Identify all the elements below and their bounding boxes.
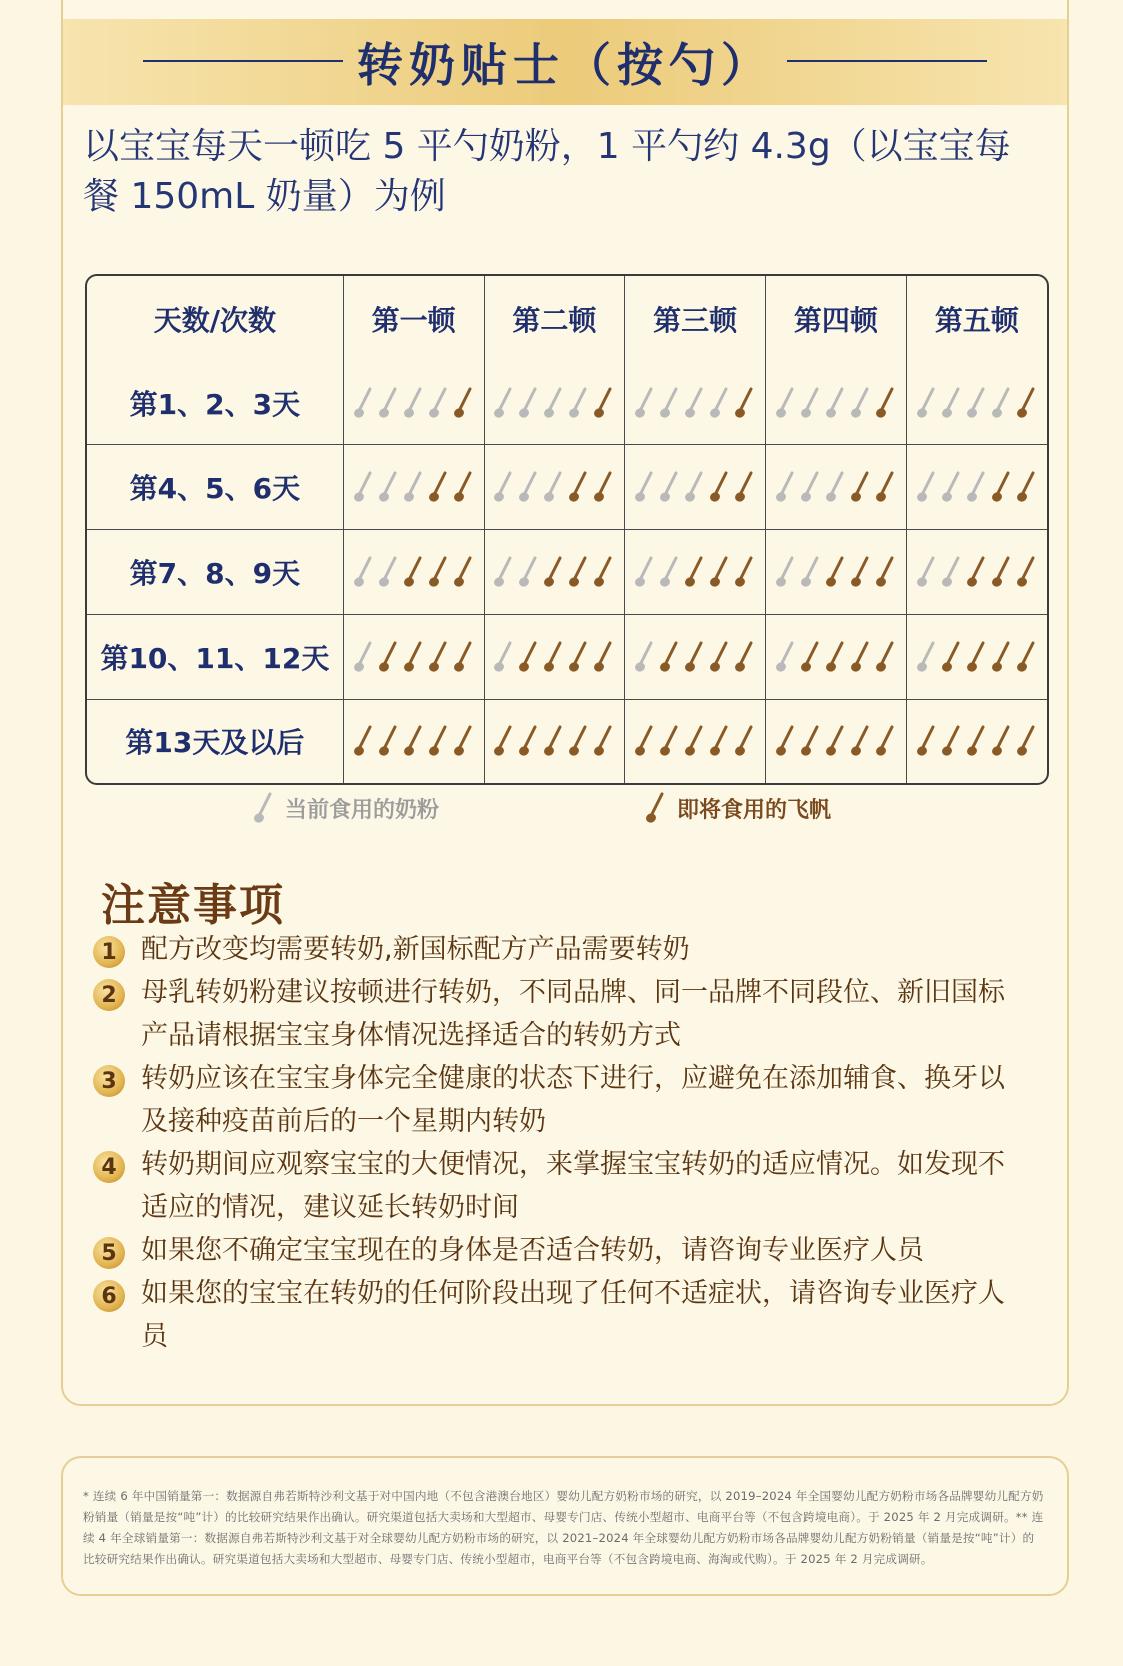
scoop-row xyxy=(344,641,484,673)
scoop-row xyxy=(344,471,484,503)
scoop-icon-current xyxy=(775,641,797,673)
scoop-icon-future xyxy=(875,471,897,503)
scoop-row xyxy=(625,641,765,673)
scoop-icon-current xyxy=(634,471,656,503)
note-number-badge: 4 xyxy=(93,1151,125,1183)
scoop-icon-current xyxy=(825,471,847,503)
scoop-icon-future xyxy=(1016,387,1038,419)
meal-cell xyxy=(484,361,625,445)
scoop-icon-future xyxy=(850,641,872,673)
scoop-icon-future xyxy=(659,725,681,757)
scoop-icon-future xyxy=(709,725,731,757)
scoop-icon-future xyxy=(378,725,400,757)
scoop-icon-future xyxy=(850,725,872,757)
scoop-icon-future xyxy=(543,725,565,757)
scoop-icon-future xyxy=(659,641,681,673)
scoop-icon-future xyxy=(518,725,540,757)
note-text: 配方改变均需要转奶,新国标配方产品需要转奶 xyxy=(141,934,690,965)
note-text: 母乳转奶粉建议按顿进行转奶，不同品牌、同一品牌不同段位、新旧国标产品请根据宝宝身体情况选择适合的转奶方式 xyxy=(141,977,1005,1051)
scoop-icon-current xyxy=(991,387,1013,419)
notes-list xyxy=(93,928,1053,1358)
scoop-icon-current xyxy=(493,471,515,503)
scoop-icon-future xyxy=(1016,641,1038,673)
table-row xyxy=(87,361,1047,445)
banner-right-rule xyxy=(787,60,987,62)
day-label: 第4、5、6天 xyxy=(87,445,343,530)
meal-cell xyxy=(906,614,1047,699)
scoop-icon-current xyxy=(941,471,963,503)
header-meal-1: 第一顿 xyxy=(343,276,484,361)
scoop-icon-future xyxy=(684,556,706,588)
scoop-icon-current xyxy=(800,556,822,588)
scoop-row xyxy=(766,471,906,503)
scoop-icon-current xyxy=(916,641,938,673)
header-days: 天数/次数 xyxy=(87,276,343,361)
scoop-icon-future xyxy=(734,387,756,419)
scoop-icon-current xyxy=(518,387,540,419)
header-meal-5: 第五顿 xyxy=(934,303,1019,337)
table-row xyxy=(87,530,1047,615)
scoop-row xyxy=(625,471,765,503)
meal-cell xyxy=(766,445,907,530)
scoop-icon-future xyxy=(645,792,667,824)
header-meal-3: 第三顿 xyxy=(625,276,766,361)
meal-cell xyxy=(484,445,625,530)
scoop-icon-current xyxy=(659,556,681,588)
header-meal-4: 第四顿 xyxy=(766,276,907,361)
scoop-icon-future xyxy=(428,556,450,588)
scoop-icon-current xyxy=(916,471,938,503)
scoop-icon-current xyxy=(916,556,938,588)
scoop-icon-future xyxy=(543,641,565,673)
notes-title: 注意事项 xyxy=(101,880,285,931)
scoop-row xyxy=(625,387,765,419)
scoop-icon-future xyxy=(403,725,425,757)
scoop-icon-future xyxy=(493,725,515,757)
footnote-text: * 连续 6 年中国销量第一：数据源自弗若斯特沙利文基于对中国内地（不包含港澳台地区）婴幼儿配方奶粉市场的研究，以 2019–2024 年全国婴幼儿配方奶粉市场各品牌婴幼儿配方奶粉销量（销量是按“吨”计）的比较研究结果作出确认。研究渠道包括大卖场和大型超市、母婴专门店、传统小型超市、电商平台等（不包含跨境电商）。于 2025 年 2 月完成调研。** 连续 4 年全球销量第一：数据源自弗若斯特沙利文基于对全球婴幼儿配方奶粉市场的研究，以 2021–2024 年全球婴幼儿配方奶粉市场各品牌婴幼儿配方奶粉销量（销量是按“吨”计）的比较研究结果作出确认。研究渠道包括大卖场和大型超市、母婴专门店、传统小型超市，电商平台等（不包含跨境电商、海淘或代购）。于 2025 年 2 月完成调研。 xyxy=(83,1489,1044,1566)
scoop-row xyxy=(485,725,625,757)
note-number-badge: 2 xyxy=(93,979,125,1011)
meal-cell xyxy=(625,530,766,615)
scoop-icon-current xyxy=(403,387,425,419)
day-label: 第10、11、12天 xyxy=(87,614,343,699)
guide-card xyxy=(61,0,1069,1406)
meal-cell xyxy=(766,699,907,783)
scoop-icon-future xyxy=(453,641,475,673)
scoop-row xyxy=(344,556,484,588)
scoop-icon-future xyxy=(825,725,847,757)
scoop-icon-future xyxy=(941,725,963,757)
scoop-icon-future xyxy=(403,641,425,673)
scoop-icon-future xyxy=(734,556,756,588)
meal-cell xyxy=(766,614,907,699)
header-meal-2: 第二顿 xyxy=(484,276,625,361)
scoop-icon-current xyxy=(684,471,706,503)
scoop-icon-current xyxy=(353,556,375,588)
scoop-icon-future xyxy=(800,641,822,673)
scoop-icon-current xyxy=(709,387,731,419)
meal-cell xyxy=(484,614,625,699)
scoop-icon-future xyxy=(568,556,590,588)
scoop-icon-future xyxy=(428,471,450,503)
day-label: 第7、8、9天 xyxy=(87,530,343,615)
note-item xyxy=(93,1229,1053,1272)
scoop-icon-future xyxy=(1016,471,1038,503)
scoop-icon-current xyxy=(775,387,797,419)
scoop-icon-future xyxy=(850,556,872,588)
scoop-icon-future xyxy=(543,556,565,588)
legend-future-label: 即将食用的飞帆 xyxy=(677,797,832,823)
scoop-icon-current xyxy=(543,387,565,419)
scoop-icon-current xyxy=(850,387,872,419)
banner-left-rule xyxy=(143,60,343,62)
scoop-row xyxy=(907,725,1047,757)
scoop-icon-future xyxy=(966,556,988,588)
scoop-icon-future xyxy=(991,471,1013,503)
note-number-badge: 1 xyxy=(93,936,125,968)
scoop-icon-future xyxy=(734,641,756,673)
note-item xyxy=(93,1143,1053,1229)
scoop-icon-future xyxy=(453,725,475,757)
scoop-icon-future xyxy=(518,641,540,673)
note-item xyxy=(93,1272,1053,1358)
scoop-icon-future xyxy=(593,471,615,503)
note-text: 如果您的宝宝在转奶的任何阶段出现了任何不适症状，请咨询专业医疗人员 xyxy=(141,1278,1005,1352)
note-item xyxy=(93,928,1053,971)
scoop-icon-future xyxy=(825,641,847,673)
scoop-row xyxy=(766,556,906,588)
scoop-icon-future xyxy=(991,641,1013,673)
legend-future xyxy=(645,792,831,824)
scoop-icon-future xyxy=(800,725,822,757)
scoop-icon-future xyxy=(684,641,706,673)
banner-title: 转奶贴士（按勺） xyxy=(357,38,773,92)
scoop-icon-current xyxy=(800,387,822,419)
note-item xyxy=(93,971,1053,1057)
scoop-icon-current xyxy=(493,641,515,673)
day-label: 第13天及以后 xyxy=(87,699,343,783)
schedule-table xyxy=(85,274,1049,785)
scoop-icon-future xyxy=(850,471,872,503)
scoop-icon-future xyxy=(353,725,375,757)
scoop-icon-current xyxy=(378,556,400,588)
meal-cell xyxy=(343,699,484,783)
scoop-icon-current xyxy=(253,792,275,824)
meal-cell xyxy=(906,699,1047,783)
scoop-icon-future xyxy=(568,725,590,757)
note-item xyxy=(93,1057,1053,1143)
scoop-icon-current xyxy=(353,387,375,419)
scoop-icon-future xyxy=(403,556,425,588)
scoop-row xyxy=(485,641,625,673)
scoop-icon-current xyxy=(659,387,681,419)
scoop-icon-future xyxy=(453,387,475,419)
scoop-icon-future xyxy=(734,725,756,757)
scoop-icon-future xyxy=(709,641,731,673)
meal-cell xyxy=(625,445,766,530)
meal-cell xyxy=(906,445,1047,530)
meal-cell xyxy=(343,361,484,445)
table-row xyxy=(87,699,1047,783)
scoop-row xyxy=(625,556,765,588)
scoop-icon-future xyxy=(875,387,897,419)
intro-text: 以宝宝每天一顿吃 5 平勺奶粉，1 平勺约 4.3g（以宝宝每餐 150mL 奶量）为例 xyxy=(83,126,1011,217)
scoop-icon-future xyxy=(428,725,450,757)
scoop-row xyxy=(907,471,1047,503)
scoop-icon-future xyxy=(966,725,988,757)
scoop-icon-current xyxy=(493,556,515,588)
scoop-icon-current xyxy=(800,471,822,503)
day-label: 第1、2、3天 xyxy=(87,361,343,445)
scoop-icon-future xyxy=(378,641,400,673)
scoop-icon-future xyxy=(734,471,756,503)
scoop-row xyxy=(485,556,625,588)
scoop-icon-future xyxy=(875,641,897,673)
scoop-row xyxy=(907,387,1047,419)
note-number-badge: 3 xyxy=(93,1065,125,1097)
scoop-icon-future xyxy=(875,725,897,757)
table-header-row xyxy=(87,276,1047,361)
meal-cell xyxy=(343,614,484,699)
scoop-icon-current xyxy=(775,556,797,588)
scoop-row xyxy=(485,471,625,503)
title-banner xyxy=(63,19,1067,105)
scoop-icon-current xyxy=(966,471,988,503)
scoop-icon-future xyxy=(775,725,797,757)
scoop-icon-current xyxy=(941,387,963,419)
scoop-row xyxy=(766,387,906,419)
legend-current-label: 当前食用的奶粉 xyxy=(285,797,440,823)
scoop-icon-current xyxy=(403,471,425,503)
scoop-icon-future xyxy=(593,556,615,588)
scoop-icon-current xyxy=(568,387,590,419)
meal-cell xyxy=(625,361,766,445)
scoop-icon-future xyxy=(709,556,731,588)
scoop-icon-future xyxy=(593,387,615,419)
scoop-icon-future xyxy=(941,641,963,673)
scoop-icon-current xyxy=(518,556,540,588)
scoop-icon-future xyxy=(709,471,731,503)
meal-cell xyxy=(484,530,625,615)
scoop-icon-current xyxy=(916,387,938,419)
scoop-icon-current xyxy=(684,387,706,419)
scoop-icon-current xyxy=(966,387,988,419)
scoop-icon-current xyxy=(775,471,797,503)
scoop-row xyxy=(766,725,906,757)
scoop-row xyxy=(344,387,484,419)
meal-cell xyxy=(484,699,625,783)
note-number-badge: 6 xyxy=(93,1280,125,1312)
scoop-row xyxy=(344,725,484,757)
scoop-icon-current xyxy=(378,471,400,503)
note-number-badge: 5 xyxy=(93,1237,125,1269)
scoop-icon-future xyxy=(875,556,897,588)
scoop-icon-current xyxy=(941,556,963,588)
scoop-icon-future xyxy=(991,556,1013,588)
scoop-row xyxy=(907,641,1047,673)
scoop-icon-current xyxy=(353,641,375,673)
scoop-icon-future xyxy=(634,725,656,757)
scoop-icon-future xyxy=(453,471,475,503)
legend xyxy=(63,792,1067,832)
legend-current xyxy=(253,792,439,824)
meal-cell xyxy=(766,530,907,615)
scoop-icon-future xyxy=(453,556,475,588)
scoop-icon-current xyxy=(543,471,565,503)
scoop-icon-current xyxy=(493,387,515,419)
note-text: 转奶期间应观察宝宝的大便情况，来掌握宝宝转奶的适应情况。如发现不适应的情况，建议延长转奶时间 xyxy=(141,1149,1005,1223)
meal-cell xyxy=(343,530,484,615)
footnote-card xyxy=(61,1456,1069,1596)
scoop-icon-future xyxy=(428,641,450,673)
scoop-icon-future xyxy=(991,725,1013,757)
table-row xyxy=(87,445,1047,530)
scoop-icon-future xyxy=(568,641,590,673)
table-row xyxy=(87,614,1047,699)
scoop-icon-current xyxy=(634,387,656,419)
scoop-row xyxy=(485,387,625,419)
scoop-icon-future xyxy=(568,471,590,503)
scoop-icon-current xyxy=(825,387,847,419)
scoop-row xyxy=(625,725,765,757)
scoop-icon-current xyxy=(634,641,656,673)
scoop-row xyxy=(907,556,1047,588)
scoop-icon-future xyxy=(1016,725,1038,757)
meal-cell xyxy=(906,361,1047,445)
scoop-icon-current xyxy=(634,556,656,588)
scoop-icon-current xyxy=(428,387,450,419)
meal-cell xyxy=(625,699,766,783)
meal-cell xyxy=(343,445,484,530)
meal-cell xyxy=(766,361,907,445)
meal-cell xyxy=(625,614,766,699)
meal-cell xyxy=(906,530,1047,615)
scoop-icon-current xyxy=(518,471,540,503)
scoop-icon-current xyxy=(353,471,375,503)
scoop-icon-current xyxy=(659,471,681,503)
note-text: 如果您不确定宝宝现在的身体是否适合转奶，请咨询专业医疗人员 xyxy=(141,1235,924,1266)
scoop-icon-future xyxy=(593,641,615,673)
note-text: 转奶应该在宝宝身体完全健康的状态下进行，应避免在添加辅食、换牙以及接种疫苗前后的一个星期内转奶 xyxy=(141,1063,1005,1137)
scoop-icon-future xyxy=(1016,556,1038,588)
scoop-icon-future xyxy=(966,641,988,673)
scoop-row xyxy=(766,641,906,673)
scoop-icon-future xyxy=(684,725,706,757)
scoop-icon-future xyxy=(825,556,847,588)
scoop-icon-current xyxy=(378,387,400,419)
scoop-icon-future xyxy=(593,725,615,757)
scoop-icon-future xyxy=(916,725,938,757)
